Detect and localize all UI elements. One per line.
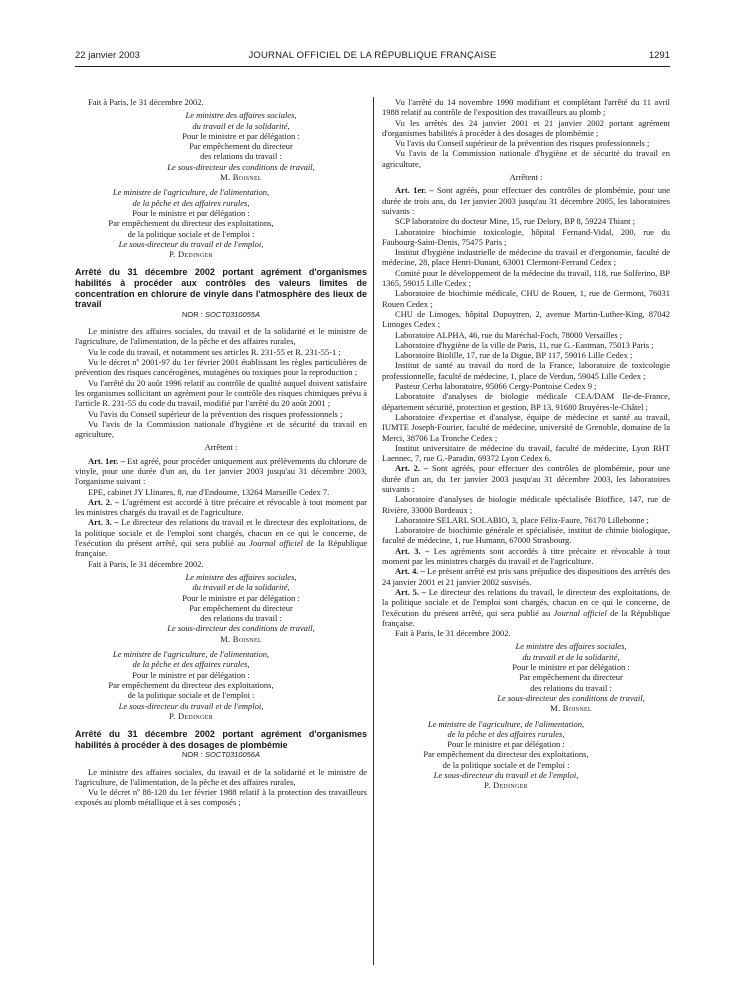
nor-label: NOR : — [182, 309, 203, 319]
sig-line: du travail et de la solidarité, — [192, 120, 290, 131]
visa-paragraph: Vu l'avis du Conseil supérieur de la prévention des risques professionnels ; — [88, 408, 343, 419]
article-2 — [382, 463, 670, 494]
article-4 — [382, 566, 670, 587]
laboratory-entry: Laboratoire de biochimie médicale, CHU de Rouen, 1, rue de Germont, 76031 Rouen Cedex ; — [382, 288, 670, 309]
sig-line: Par empêchement du directeur des exploitations, — [108, 218, 274, 229]
article-label: Art. 1er. – — [395, 185, 434, 196]
sig-line: de la pêche et des affaires rurales, — [132, 197, 250, 208]
article-2 — [75, 497, 367, 518]
nor-reference — [75, 310, 367, 320]
laboratory-entry: Comité pour le développement de la médecine du travail, 118, rue Solferino, BP 1365, 59015 Lille Cedex ; — [382, 267, 670, 289]
article-text: Le directeur des relations du travail et le directeur des exploitations, de la politique sociale et de l'emploi sont chargés, chacun en ce qui le concerne, de l'exécution du présent arrêté, qui sera publié au — [75, 517, 367, 549]
signatory-name: P. Dedinger — [169, 249, 213, 260]
header-date: 22 janvier 2003 — [75, 50, 140, 61]
article-1 — [382, 185, 670, 216]
sig-line: Le ministre de l'agriculture, de l'alimentation, — [112, 649, 270, 660]
decree-title: Arrêté du 31 décembre 2002 portant agrément d'organismes habilités à procéder aux contrôles des valeurs limites de concentration en chlorure de vinyle dans l'atmosphère des lieux de travail — [75, 267, 367, 310]
signatory-name: P. Dedinger — [484, 780, 528, 791]
sig-line: Le ministre des affaires sociales, — [185, 110, 297, 121]
sig-line: Le sous-directeur des conditions de travail, — [497, 692, 645, 703]
sig-line: Le sous-directeur des conditions de travail, — [167, 161, 315, 172]
arretent-heading: Arrêtent : — [204, 442, 238, 453]
article-label: Art. 5. – — [395, 586, 426, 597]
sig-line: Par empêchement du directeur — [189, 141, 293, 152]
sig-line: du travail et de la solidarité, — [192, 582, 290, 593]
signatory-name: M. Boisnel — [220, 633, 262, 644]
laboratory-entry: SCP laboratoire du docteur Mine, 15, rue Delory, BP 8, 59224 Thiant ; — [395, 216, 635, 227]
sig-line: de la politique sociale et de l'emploi : — [127, 690, 255, 701]
visa-paragraph: Vu l'avis de la Commission nationale d'hygiène et de sécurité du travail en agriculture, — [382, 148, 670, 169]
sig-line: Le sous-directeur du travail et de l'emploi, — [433, 770, 579, 780]
signature-block-agriculture — [75, 187, 367, 259]
article-text: Le présent arrêté est pris sans préjudice des dispositions des arrêtés des 24 janvier 2001 et 21 janvier 2002 susvisés. — [382, 566, 671, 587]
laboratory-entry: Pasteur Cerba laboratoire, 95066 Cergy-Pontoise Cedex 9 ; — [395, 381, 597, 392]
fait-line: Fait à Paris, le 31 décembre 2002. — [88, 558, 204, 569]
nor-label: NOR : — [182, 750, 203, 760]
laboratory-entry: Laboratoire biochimie toxicologie, hôpital Fernand-Vidal, 200, rue du Faubourg-Saint-Denis, 75475 Paris ; — [382, 226, 670, 247]
sig-line: Le ministre des affaires sociales, — [515, 641, 627, 652]
article-text: de la République française. — [75, 538, 368, 559]
sig-line: Le ministre de l'agriculture, de l'alimentation, — [427, 718, 585, 729]
laboratory-entry: Laboratoire ALPHA, 46, rue du Maréchal-Foch, 78000 Versailles ; — [395, 329, 623, 340]
laboratory-entry: Institut de santé au travail du nord de la France, laboratoire de toxicologie professionnelle, faculté de médecine, 1, place de Verdun, 59045 Lille Cedex ; — [382, 360, 670, 381]
article-label: Art. 4. – — [395, 566, 425, 577]
article-label: Art. 3. – — [395, 545, 430, 556]
article-3 — [75, 517, 367, 558]
sig-line: Pour le ministre et par délégation : — [447, 739, 565, 750]
article-text: L'agrément est accordé à titre précaire et révocable à tout moment par les ministres chargés du travail et de l'agriculture. — [75, 496, 367, 518]
visa-paragraph: Vu l'avis du Conseil supérieur de la prévention des risques professionnels ; — [395, 138, 650, 149]
sig-line: des relations du travail : — [200, 613, 282, 624]
nor-code: SOCT0310055A — [204, 309, 260, 319]
column-divider — [373, 97, 374, 965]
article-1 — [75, 456, 367, 487]
arretent-heading: Arrêtent : — [509, 172, 543, 183]
article-text: Est agréé, pour procéder uniquement aux prélèvements du chlorure de vinyle, pour une durée d'un an, du 1er janvier 2003 jusqu'au 31 décembre 2003, l'organisme suivant : — [75, 455, 367, 487]
fait-line: Fait à Paris, le 31 décembre 2002. — [395, 628, 511, 639]
signature-block-social — [75, 110, 367, 182]
sig-line: Par empêchement du directeur des exploitations, — [108, 679, 274, 690]
sig-line: Pour le ministre et par délégation : — [132, 207, 250, 218]
organism-entry: EPE, cabinet JY Llinares, 8, rue d'Endoume, 13264 Marseille Cedex 7. — [88, 486, 330, 497]
right-column — [382, 97, 670, 791]
sig-line: de la pêche et des affaires rurales, — [132, 659, 250, 670]
visa-paragraph: Vu le code du travail, et notamment ses articles R. 231-55 et R. 231-55-1 ; — [88, 346, 341, 357]
sig-line: des relations du travail : — [200, 151, 282, 162]
laboratory-entry: Laboratoire d'analyses de biologie médicale spécialisée Bioffice, 147, rue de Rivière, 33000 Bordeaux ; — [382, 494, 670, 515]
laboratory-entry: Laboratoire d'hygiène de la ville de Paris, 11, rue G.-Eastman, 75013 Paris ; — [395, 339, 654, 350]
article-text: Sont agréés, pour effectuer des contrôles de plombémie, pour une durée d'un an, du 1er janvier 2003 jusqu'au 31 décembre 2003, les laboratoires suivants : — [382, 463, 670, 494]
signature-block-agriculture — [75, 649, 367, 721]
signatory-name: P. Dedinger — [169, 710, 213, 721]
sig-line: Pour le ministre et par délégation : — [182, 130, 300, 141]
header-rule — [75, 66, 670, 67]
article-text: Le directeur des relations du travail, le directeur des exploitations, de la politique sociale et de l'emploi sont chargés, chacun en ce qui le concerne, de l'exécution du présent arrêté, qui sera publié au — [382, 586, 671, 618]
preamble-paragraph: Le ministre des affaires sociales, du travail et de la solidarité et le ministre de l'agriculture, de l'alimentation, de la pêche et des affaires rurales, — [75, 766, 367, 787]
sig-line: Le sous-directeur du travail et de l'emploi, — [118, 238, 264, 249]
page-number: 1291 — [648, 50, 670, 61]
article-text: Les agréments sont accordés à titre précaire et révocable à tout moment par les ministres chargés du travail et de l'agriculture. — [382, 545, 670, 567]
sig-line: de la politique sociale et de l'emploi : — [127, 228, 255, 239]
decree-title: Arrêté du 31 décembre 2002 portant agrément d'organismes habilités à procéder à des dosages de plombémie — [75, 729, 367, 750]
signature-block-agriculture — [382, 719, 670, 791]
laboratory-entry: Laboratoire Biolille, 17, rue de la Digue, BP 117, 59016 Lille Cedex ; — [395, 350, 633, 361]
article-label: Art. 3. – — [88, 517, 119, 528]
signature-block-social — [75, 572, 367, 644]
laboratory-entry: Laboratoire d'expertise et d'analyse, équipe de médecine et santé au travail, IUMTE Joseph-Fourier, faculté de médecine, université de Grenoble, domaine de la Merci, 38706 La Tronche Cedex ; — [382, 411, 670, 443]
nor-reference — [75, 750, 367, 760]
article-3 — [382, 546, 670, 567]
sig-line: Le ministre des affaires sociales, — [185, 571, 297, 582]
sig-line: Par empêchement du directeur — [189, 602, 293, 613]
sig-line: de la politique sociale et de l'emploi : — [442, 759, 570, 770]
laboratory-entry: Institut universitaire de médecine du travail, faculté de médecine, Lyon RHT Laennec, 7, rue G.-Paradin, 69372 Lyon Cedex 6. — [382, 442, 670, 464]
article-text: Sont agréés, pour effectuer des contrôles de plombémie, pour une durée de trois ans, du 1er janvier 2003 jusqu'au 31 décembre 2005, les laboratoires suivants : — [382, 185, 670, 216]
journal-title: JOURNAL OFFICIEL DE LA RÉPUBLIQUE FRANÇAISE — [248, 50, 497, 61]
laboratory-entry: Laboratoire de biochimie générale et spécialisée, institut de chimie biologique, faculté de médecine, 1, rue Humann, 67000 Strasbourg. — [382, 525, 670, 546]
sig-line: Le sous-directeur des conditions de travail, — [167, 623, 315, 634]
preamble-paragraph: Le ministre des affaires sociales, du travail et de la solidarité et le ministre de l'agriculture, de l'alimentation, de la pêche et des affaires rurales, — [75, 326, 367, 347]
signatory-name: M. Boisnel — [220, 172, 262, 183]
sig-line: Par empêchement du directeur — [519, 672, 623, 683]
left-column — [75, 97, 367, 808]
laboratory-entry: Institut d'hygiène industrielle de médecine du travail et d'ergonomie, faculté de médecine, 28, place Henri-Dunant, 63001 Clermont-Ferrand Cedex ; — [382, 247, 670, 268]
laboratory-entry: Laboratoire SELARL SOLABIO, 3, place Félix-Faure, 76170 Lillebonne ; — [395, 514, 649, 525]
signature-block-social — [382, 641, 670, 713]
sig-line: des relations du travail : — [530, 682, 612, 693]
sig-line: de la pêche et des affaires rurales, — [447, 728, 565, 739]
visa-paragraph: Vu l'arrêté du 20 août 1996 relatif au contrôle de qualité auquel doivent satisfaire les organismes sollicitant un agrément pour le contrôle des risques chimiques prévu à l'article R. 231-55 du code du travail, modifié par l'arrêté du 20 août 2001 ; — [75, 377, 367, 409]
journal-officiel-ref: Journal officiel — [249, 538, 303, 549]
visa-paragraph: Vu le décret nº 88-120 du 1er février 1988 relatif à la protection des travailleurs exposés au plomb métallique et à ses composés ; — [75, 787, 367, 808]
page-header — [75, 50, 670, 64]
nor-code: SOCT0310056A — [204, 750, 260, 760]
sig-line: Pour le ministre et par délégation : — [182, 592, 300, 603]
visa-paragraph: Vu l'avis de la Commission nationale d'hygiène et de sécurité du travail en agriculture, — [75, 418, 367, 440]
laboratory-entry: Laboratoire d'analyses de biologie médicale CEA/DAM Ile-de-France, département sécurité, protection et gestion, BP 13, 91680 Bruyères-le-Châtel ; — [382, 391, 670, 412]
article-label: Art. 2. – — [395, 463, 429, 474]
visa-paragraph: Vu l'arrêté du 14 novembre 1990 modifiant et complétant l'arrêté du 11 avril 1988 relatif au contrôle de l'exposition des travailleurs au plomb ; — [382, 97, 670, 118]
article-5 — [382, 587, 670, 628]
article-label: Art. 1er. – — [88, 455, 125, 466]
laboratory-entry: CHU de Limoges, hôpital Dupuytren, 2, avenue Martin-Luther-King, 87042 Limoges Cedex ; — [382, 308, 670, 330]
journal-officiel-ref: Journal officiel — [553, 607, 607, 618]
article-text: de la République française. — [382, 607, 670, 628]
visa-paragraph: Vu les arrêtés des 24 janvier 2001 et 21 janvier 2002 portant agrément d'organismes habilités à procéder à des dosages de plombémie ; — [382, 117, 670, 138]
article-label: Art. 2. – — [88, 496, 120, 507]
sig-line: Pour le ministre et par délégation : — [512, 662, 630, 673]
sig-line: du travail et de la solidarité, — [522, 651, 620, 662]
visa-paragraph: Vu le décret nº 2001-97 du 1er février 2001 établissant les règles particulières de prévention des risques cancérogènes, mutagènes ou toxiques pour la reproduction ; — [75, 357, 367, 378]
signatory-name: M. Boisnel — [550, 703, 592, 714]
sig-line: Le sous-directeur du travail et de l'emploi, — [118, 700, 264, 711]
sig-line: Le ministre de l'agriculture, de l'alimentation, — [112, 187, 270, 198]
fait-line: Fait à Paris, le 31 décembre 2002. — [88, 97, 204, 107]
sig-line: Par empêchement du directeur des exploitations, — [423, 749, 589, 760]
sig-line: Pour le ministre et par délégation : — [132, 669, 250, 680]
